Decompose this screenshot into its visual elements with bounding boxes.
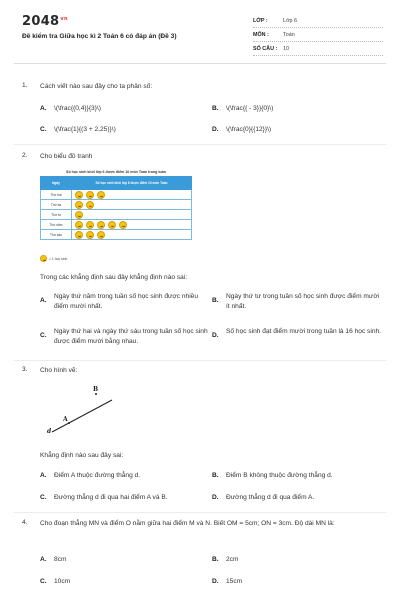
smiley-icon bbox=[97, 191, 105, 199]
q3-option-d[interactable] bbox=[212, 493, 314, 503]
header-divider bbox=[14, 63, 386, 64]
option-label: C. bbox=[40, 126, 47, 133]
smiley-icon bbox=[75, 221, 83, 229]
meta-value: Toán bbox=[283, 31, 295, 38]
meta-row-count bbox=[253, 42, 383, 56]
meta-key: SỐ CÂU : bbox=[253, 45, 278, 52]
option-label: A. bbox=[40, 472, 47, 479]
question-text: Cho hình vẽ: bbox=[40, 367, 78, 374]
option-label: D. bbox=[212, 126, 219, 133]
q3-option-c[interactable] bbox=[40, 493, 168, 503]
option-text: Ngày thứ năm trong tuần số học sinh được nhiều điểm mười nhất. bbox=[54, 293, 199, 310]
pictograph-table bbox=[40, 176, 192, 240]
row-day-label: Thứ tư bbox=[41, 210, 72, 220]
pictograph-chart bbox=[40, 168, 192, 240]
row-day-label: Thứ ba bbox=[41, 200, 72, 210]
question-divider bbox=[14, 144, 386, 145]
option-text: Điểm B không thuộc đường thẳng d. bbox=[226, 472, 333, 479]
option-label: C. bbox=[40, 578, 47, 585]
chart-legend bbox=[40, 255, 67, 262]
q1-option-a[interactable] bbox=[40, 104, 101, 114]
q1-option-c[interactable] bbox=[40, 125, 116, 135]
smiley-icon bbox=[119, 221, 127, 229]
smiley-icon bbox=[86, 231, 94, 239]
row-icons bbox=[72, 220, 192, 230]
q3-option-a[interactable] bbox=[40, 471, 140, 481]
table-row bbox=[41, 220, 192, 230]
option-text: Ngày thứ hai và ngày thứ sáu trong tuần số học sinh được điểm mười bằng nhau. bbox=[54, 328, 208, 345]
table-header-row bbox=[41, 177, 192, 190]
q1-option-d[interactable] bbox=[212, 125, 271, 135]
smiley-icon bbox=[97, 231, 105, 239]
row-icons bbox=[72, 190, 192, 200]
question-number: 4. bbox=[22, 519, 28, 526]
smiley-icon bbox=[97, 221, 105, 229]
question-number: 3. bbox=[22, 366, 28, 373]
q4-option-c[interactable] bbox=[40, 577, 70, 587]
smiley-icon bbox=[75, 231, 83, 239]
option-label: B. bbox=[212, 297, 219, 304]
question-number: 2. bbox=[22, 152, 28, 159]
q2-option-d[interactable] bbox=[212, 327, 382, 341]
question-text: Cách viết nào sau đây cho ta phân số: bbox=[40, 83, 153, 90]
option-text: Ngày thứ tư trong tuần số học sinh được điểm mười ít nhất. bbox=[226, 293, 380, 310]
q2-option-b[interactable] bbox=[212, 292, 382, 312]
option-label: A. bbox=[40, 556, 47, 563]
question-text: Cho đoạn thẳng MN và điểm O nằm giữa hai điểm M và N. Biết OM = 5cm; ON = 3cm. Độ dài MN là: bbox=[40, 520, 335, 527]
point-b-label: B bbox=[93, 386, 99, 393]
q4-option-a[interactable] bbox=[40, 555, 66, 565]
q3-option-b[interactable] bbox=[212, 471, 333, 481]
geometry-figure bbox=[40, 378, 120, 438]
option-label: A. bbox=[40, 297, 47, 304]
row-icons bbox=[72, 200, 192, 210]
row-icons bbox=[72, 230, 192, 240]
option-text: \(\frac{0}{{12}}\) bbox=[226, 126, 272, 133]
point-b-dot bbox=[95, 393, 97, 395]
question-prompt: Khẳng định nào sau đây sai: bbox=[40, 452, 124, 459]
option-label: D. bbox=[212, 578, 219, 585]
option-text: \(\frac{{ - 3}}{0}\) bbox=[226, 105, 274, 112]
smiley-icon bbox=[108, 221, 116, 229]
smiley-icon bbox=[86, 191, 94, 199]
option-text: 10cm bbox=[54, 578, 71, 585]
table-row bbox=[41, 200, 192, 210]
smiley-icon bbox=[40, 255, 47, 262]
exam-meta bbox=[253, 14, 383, 56]
question-number: 1. bbox=[22, 82, 28, 89]
option-label: D. bbox=[212, 494, 219, 501]
table-row bbox=[41, 230, 192, 240]
option-label: D. bbox=[212, 332, 219, 339]
meta-row-grade bbox=[253, 14, 383, 28]
question-divider bbox=[14, 512, 386, 513]
logo-suffix: vn bbox=[60, 15, 68, 22]
meta-value: 10 bbox=[283, 45, 289, 52]
option-text: \(\frac{1}{(3 + 2,25)}\) bbox=[54, 126, 116, 133]
column-header-day: Ngày bbox=[41, 177, 72, 190]
option-label: C. bbox=[40, 494, 47, 501]
point-a-dot bbox=[68, 422, 70, 424]
option-label: A. bbox=[40, 105, 47, 112]
option-text: Đường thẳng d đi qua điểm A. bbox=[226, 494, 315, 501]
smiley-icon bbox=[86, 201, 94, 209]
row-day-label: Thứ sáu bbox=[41, 230, 72, 240]
pictograph-body bbox=[41, 190, 192, 240]
smiley-icon bbox=[75, 191, 83, 199]
option-text: Số học sinh đạt điểm mười trong tuần là 16 học sinh. bbox=[226, 328, 381, 335]
question-divider bbox=[14, 360, 386, 361]
question-text: Cho biểu đồ tranh bbox=[40, 153, 93, 160]
option-text: 8cm bbox=[54, 556, 67, 563]
meta-key: LỚP : bbox=[253, 17, 268, 24]
line-d bbox=[52, 400, 112, 432]
option-text: \(\frac{{0,4}}{3}\) bbox=[54, 105, 101, 112]
option-text: Đường thẳng d đi qua hai điểm A và B. bbox=[54, 494, 168, 501]
smiley-icon bbox=[86, 221, 94, 229]
exam-title: Đề kiểm tra Giữa học kì 2 Toán 6 có đáp án (Đề 3) bbox=[22, 33, 177, 40]
meta-value: Lớp 6 bbox=[283, 17, 298, 24]
option-label: B. bbox=[212, 472, 219, 479]
meta-key: MÔN : bbox=[253, 31, 269, 38]
table-row bbox=[41, 210, 192, 220]
smiley-icon bbox=[75, 201, 83, 209]
option-label: C. bbox=[40, 332, 47, 339]
table-row bbox=[41, 190, 192, 200]
q2-option-a[interactable] bbox=[40, 292, 210, 312]
point-a-label: A bbox=[63, 416, 68, 423]
site-logo[interactable] bbox=[22, 14, 68, 29]
line-d-label: d bbox=[47, 428, 52, 435]
chart-caption: Số học sinh khối lớp 6 được điểm 10 môn Toán trong tuần bbox=[66, 170, 166, 174]
row-icons bbox=[72, 210, 192, 220]
column-header-count: Số học sinh khối lớp 6 được điểm 10 môn Toán bbox=[72, 177, 192, 190]
question-prompt: Trong các khẳng định sau đây khẳng định nào sai: bbox=[40, 274, 188, 281]
legend-text: = 1 học sinh bbox=[49, 256, 68, 261]
row-day-label: Thứ hai bbox=[41, 190, 72, 200]
q1-option-b[interactable] bbox=[212, 104, 273, 114]
option-label: B. bbox=[212, 556, 219, 563]
option-label: B. bbox=[212, 105, 219, 112]
q2-option-c[interactable] bbox=[40, 327, 210, 347]
logo-text: 2048 bbox=[22, 14, 60, 29]
meta-row-subject bbox=[253, 28, 383, 42]
option-text: Điểm A thuộc đường thẳng d. bbox=[54, 472, 141, 479]
row-day-label: Thứ năm bbox=[41, 220, 72, 230]
q4-option-d[interactable] bbox=[212, 577, 242, 587]
option-text: 2cm bbox=[226, 556, 239, 563]
q4-option-b[interactable] bbox=[212, 555, 238, 565]
smiley-icon bbox=[75, 211, 83, 219]
option-text: 15cm bbox=[226, 578, 243, 585]
